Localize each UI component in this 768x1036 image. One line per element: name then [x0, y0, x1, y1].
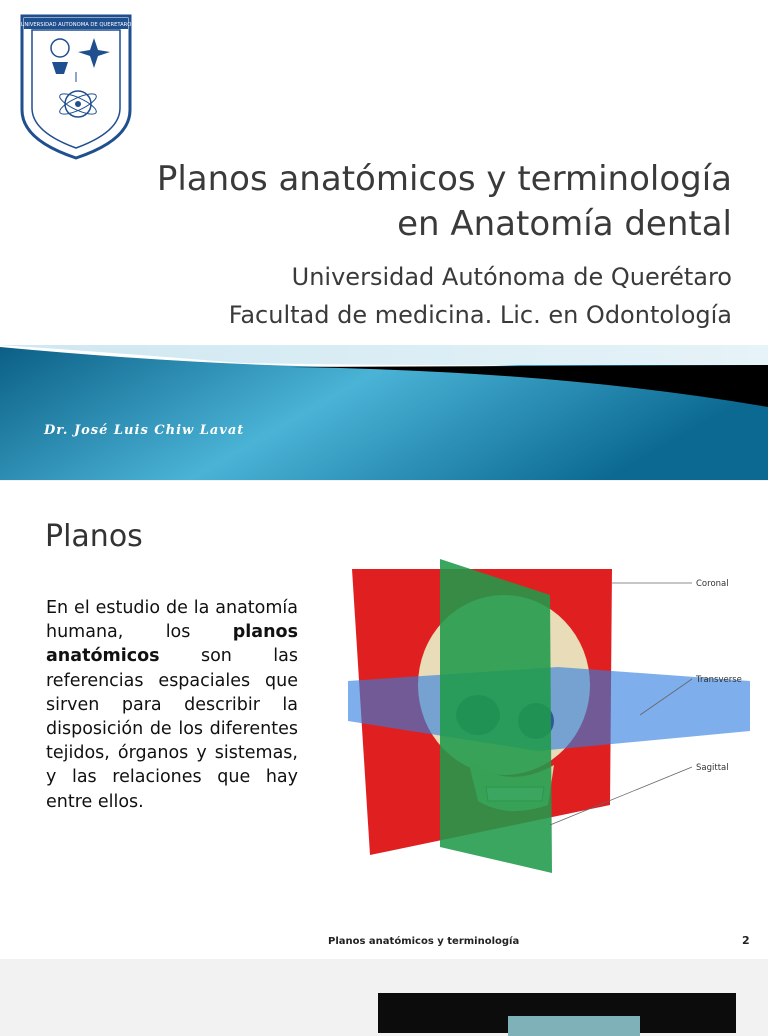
body-highlight: planos anatómicos: [46, 622, 298, 667]
slide-title: [112, 157, 732, 247]
sagittal-plane: [440, 559, 552, 873]
slide-subtitle: [72, 258, 732, 334]
content-slide: [0, 481, 768, 959]
subtitle-line-1: Universidad Autónoma de Querétaro: [291, 263, 732, 291]
decorative-wave-band: [0, 345, 768, 480]
title-line-2: en Anatomía dental: [397, 204, 732, 244]
slide-heading: Planos: [45, 519, 143, 554]
label-coronal: Coronal: [696, 579, 729, 589]
slide-footer: Planos anatómicos y terminología: [328, 936, 520, 947]
svg-text:UNIVERSIDAD AUTONOMA DE QUERET: UNIVERSIDAD AUTONOMA DE QUERETARO: [20, 22, 132, 28]
next-slide-image: [508, 1016, 640, 1036]
university-seal-icon: [18, 12, 134, 160]
label-transverse: Transverse: [696, 675, 742, 685]
title-slide: [0, 0, 768, 480]
body-paragraph: [46, 596, 298, 814]
subtitle-line-2: Facultad de medicina. Lic. en Odontología: [228, 301, 732, 329]
body-text-before: En el estudio de la anatomía humana, los: [46, 598, 298, 643]
title-line-1: Planos anatómicos y terminología: [156, 159, 732, 199]
body-text-after: son las referencias espaciales que sirven para describir la disposición de los diferentes tejidos, órganos y sistemas, y las relaciones que hay entre ellos.: [46, 646, 298, 812]
next-slide-preview: [378, 993, 736, 1033]
page-number: 2: [742, 934, 750, 947]
anatomical-planes-figure: [348, 555, 750, 890]
author-name: Dr. José Luis Chiw Lavat: [44, 423, 245, 438]
label-sagittal: Sagittal: [696, 763, 729, 773]
